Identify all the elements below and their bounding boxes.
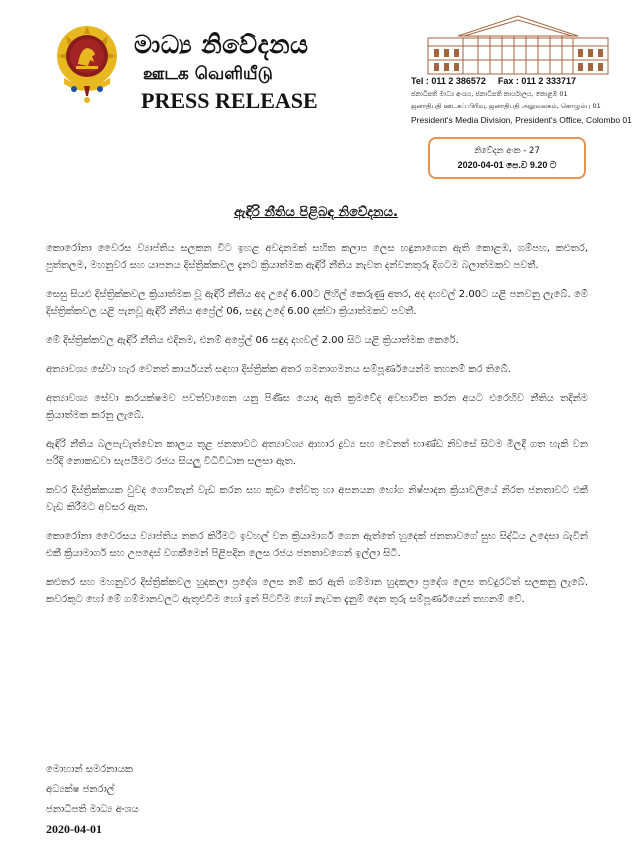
document-heading-text: ඇඳිරි නීතිය පිළිබඳ නිවේදනය. bbox=[234, 205, 398, 220]
release-date-time: 2020-04-01 පෙ.ව 9.20 ට bbox=[457, 160, 557, 170]
address-english: President's Media Division, President's Office, Colombo 01 bbox=[411, 115, 632, 125]
presidential-building-icon bbox=[418, 8, 618, 78]
press-release-title-english: PRESS RELEASE bbox=[141, 88, 318, 113]
body-paragraph: කවර දිස්ත්‍රික්කයක වුවද ගොවීතැන් වැඩ කරන සහ කුඩා තේවතු හා අපනයන භෝග නිෂ්පාදන ක්‍රියාවලියේ නිරත ජනතාවට එකී වැඩ කිරීමට අවසර ඇත. bbox=[46, 485, 588, 513]
document-heading bbox=[0, 205, 632, 220]
address-tamil: ஜனாதிபதி ஊடகப் பிரிவு, ஜனாதிபதி அலுவலகம், கொழும்பு 01 bbox=[411, 102, 601, 110]
national-emblem-icon bbox=[54, 22, 120, 104]
contact-fax: Fax : 011 2 333717 bbox=[497, 76, 576, 86]
release-number: නිවේදන අංක - 27 bbox=[474, 146, 540, 156]
body-paragraph: සෙසු සියළු දිස්ත්‍රික්කවල ක්‍රියාත්මක වූ ඇඳිරි නීතිය අද උදේ 6.00ට ලිහිල් කෙරුණු අතර, අද දහවල් 2.00ට යළි පනවනු ලැබේ. මේ දිස්ත්‍රික්කවල යළි පැනවූ ඇඳිරි නීතිය අප්‍රේල් 06, සඳුදා උදේ 6.00 දක්වා ක්‍රියාත්මකව පවතී. bbox=[46, 289, 588, 317]
press-release-title-tamil: ஊடக வெளியீடு bbox=[143, 64, 273, 84]
contact-tel: Tel : 011 2 386572 bbox=[411, 76, 486, 86]
release-reference-box bbox=[428, 137, 586, 179]
body-paragraph: කොරෝනා වෛරසය ව්‍යාප්තිය නතර කිරීමට ඉවහල් වන ක්‍රියාමාර්ග ගෙන ඇත්තේ හුදෙක් ජනතාවගේ සුභ සිද්ධිය උදෙසා බැවින් එකී ක්‍රියාමාර්ග සහ උපදෙස් වගකීමෙන් පිළිපදින ලෙස රජය ජනතාවගෙන් ඉල්ලා සිටී. bbox=[46, 531, 588, 559]
address-sinhala: ජනාධිපති මාධ්‍ය අංශය, ජනාධිපති කාර්යාලය, කොළඹ 01 bbox=[411, 90, 568, 98]
body-paragraph: මේ දිස්ත්‍රික්කවල ඇඳිරි නීතිය එදිනම, එනම් අප්‍රේල් 06 සඳුදා දහවල් 2.00 සිට යළි ක්‍රියාත්මක කෙරේ. bbox=[46, 335, 459, 346]
footer-date: 2020-04-01 bbox=[46, 822, 102, 836]
body-paragraph: අත්‍යාවශ්‍ය සේවා හැර වෙනත් කාර්යයන් සඳහා දිස්ත්‍රික්ක අතර ගමනාගමනය සම්පූර්ණයෙන්ම තහනම් කර තිබේ. bbox=[46, 364, 511, 375]
body-paragraph: කොරෝනා වෛරස ව්‍යාප්තිය සලකන විට ඉහළ අවදානමක් සහිත කලාප ලෙස හඳුනාගෙන ඇති කොළඹ, ගම්පහ, කළුතර, පුත්තලම, මහනුවර සහ යාපනය දිස්ත්‍රික්කවල දැනට ක්‍රියාත්මක ඇඳිරි නීතිය නැවත දන්වනතුරු දිගටම බලාත්මකව පවතී. bbox=[46, 243, 588, 271]
body-paragraph: ඇඳිරි නීතිය බලපැවැත්වෙන කාලය තුළ ජනතාවට අත්‍යාවශ්‍ය ආහාර ද්‍රව්‍ය සහ වෙනත් භාණ්ඩ නිවසේ සිටම මිලදී ගත හැකි වන පරිදි නොකඩවා සැපයීමට රජය සියලු විධිවිධාන සලසා ඇත. bbox=[46, 439, 588, 467]
press-release-title-sinhala: මාධ්‍ය නිවේදනය bbox=[134, 30, 309, 59]
signatory-title: අධ්‍යක්ෂ ජනරාල් bbox=[46, 784, 115, 795]
signatory-name: මොහාන් සමරනායක bbox=[46, 764, 133, 775]
signature-block bbox=[46, 760, 139, 820]
document-body bbox=[46, 240, 588, 620]
body-paragraph: අත්‍යාවශ්‍ය සේවා කරයක්ෂමව පවත්වාගෙන යනු පිණිස යොදා ඇති ක්‍රමවේද අවභාවිත කරන අයට එරෙහිව නීතිය තදින්ම ක්‍රියාත්මක කරනු ලැබේ. bbox=[46, 393, 588, 421]
contact-numbers bbox=[411, 76, 576, 86]
signatory-office: ජනාධිපති මාධ්‍ය අංශය bbox=[46, 804, 139, 815]
body-paragraph: කළුතර සහ මහනුවර දිස්ත්‍රික්කවල හුදකලා ප්‍රදේශ ලෙස නම් කර ඇති ගම්මාන හුදකලා ප්‍රදේශ ලෙස තවදුරටත් සලකනු ලැබේ. කවරකුට හෝ මේ ගම්මානවලට ඇතුළුවීම හෝ ඉන් පිටවීම හෝ නැවත දැනුම් දෙන තුරු සම්පූර්ණයෙන් තහනම් වේ. bbox=[46, 577, 588, 605]
